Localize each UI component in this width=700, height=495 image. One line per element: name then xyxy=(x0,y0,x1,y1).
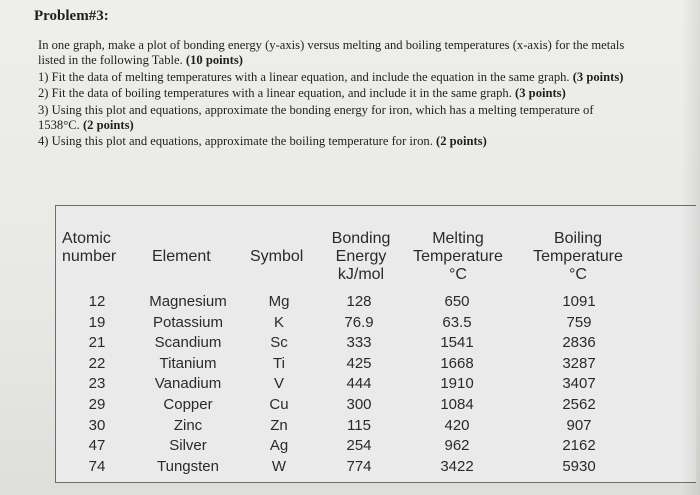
table-cell: 3407 xyxy=(562,375,596,393)
table-cell: 12 xyxy=(88,293,106,310)
table-cell: V xyxy=(273,375,284,393)
header-bonding-line3: kJ/mol xyxy=(337,266,385,283)
table-cell: Magnesium xyxy=(149,293,227,310)
table-cell: Zinc xyxy=(173,416,203,434)
table-cell: 1668 xyxy=(440,354,474,372)
table-cell: 444 xyxy=(346,375,372,393)
table-cell: Titanium xyxy=(159,354,217,372)
table-cell: 1084 xyxy=(440,395,474,413)
table-cell: W xyxy=(271,457,287,475)
table-cell: 128 xyxy=(346,293,372,310)
table-cell: Cu xyxy=(269,395,289,413)
header-boiling-line3: °C xyxy=(569,266,587,283)
table-cell: 962 xyxy=(444,437,470,455)
table-cell: Sc xyxy=(270,334,288,352)
question-1 xyxy=(38,70,638,85)
question-3 xyxy=(38,103,638,134)
table-cell: Scandium xyxy=(154,334,222,352)
problem-title: Problem#3: xyxy=(34,8,109,24)
table-cell: 420 xyxy=(444,416,470,434)
header-atomic-line2: number xyxy=(62,248,117,265)
table-cell: Ti xyxy=(273,354,285,372)
column-atomic-number xyxy=(70,292,124,477)
header-element: Element xyxy=(152,248,211,265)
column-melting-temperature xyxy=(422,292,492,477)
table-cell: Copper xyxy=(163,395,213,413)
column-element xyxy=(134,292,242,477)
metals-table xyxy=(55,205,696,483)
question-3-points: (2 points) xyxy=(82,118,134,133)
table-cell: 300 xyxy=(346,395,372,413)
intro-text: In one graph, make a plot of bonding energy (y-axis) versus melting and boiling temperatures (x-axis) for the metals listed in the following Table. xyxy=(38,38,625,68)
table-cell: 2562 xyxy=(562,395,596,413)
table-cell: 1091 xyxy=(562,293,596,310)
table-cell: 23 xyxy=(88,375,106,393)
table-cell: 759 xyxy=(566,313,592,331)
question-2-text: 2) Fit the data of boiling temperatures with a linear equation, and include it in the same graph. xyxy=(38,86,512,101)
question-1-text: 1) Fit the data of melting temperatures with a linear equation, and include the equation in the same graph. xyxy=(38,69,570,84)
table-cell: 47 xyxy=(88,437,106,455)
header-melting-line1: Melting xyxy=(432,230,484,247)
question-4-text: 4) Using this plot and equations, approximate the boiling temperature for iron. xyxy=(38,134,433,149)
table-cell: 774 xyxy=(346,457,372,475)
header-symbol: Symbol xyxy=(250,248,304,265)
header-atomic-number xyxy=(62,230,116,266)
question-2-points: (3 points) xyxy=(515,86,566,101)
table-cell: 650 xyxy=(444,293,470,310)
table-cell: Silver xyxy=(169,437,207,455)
header-melting-temperature xyxy=(404,230,512,284)
table-cell: 21 xyxy=(88,334,106,352)
table-cell: 3422 xyxy=(440,457,474,475)
question-2 xyxy=(38,86,638,101)
header-bonding-line2: Energy xyxy=(335,248,387,265)
table-cell: 115 xyxy=(347,416,371,434)
table-cell: Potassium xyxy=(152,313,224,331)
header-boiling-temperature xyxy=(524,230,632,284)
table-cell: 2836 xyxy=(562,334,596,352)
header-bonding-line1: Bonding xyxy=(331,230,391,247)
table-cell: 3287 xyxy=(562,354,596,372)
question-3-text: 3) Using this plot and equations, approximate the bonding energy for iron, which has a melting temperature of 1538°C. xyxy=(38,102,594,133)
column-bonding-energy xyxy=(326,292,392,477)
table-cell: 29 xyxy=(88,395,106,413)
table-cell: 30 xyxy=(88,416,106,434)
problem-text xyxy=(38,38,638,150)
table-cell: Ag xyxy=(269,437,289,455)
header-bonding-energy xyxy=(326,230,396,284)
column-symbol xyxy=(254,292,304,477)
table-cell: 254 xyxy=(346,437,372,455)
table-cell: 19 xyxy=(88,313,106,331)
header-atomic-line1: Atomic xyxy=(62,230,111,247)
table-cell: 22 xyxy=(88,354,106,372)
table-cell: Mg xyxy=(268,293,290,310)
intro-points: (10 points) xyxy=(185,53,243,68)
table-cell: 333 xyxy=(346,334,372,352)
question-1-points: (3 points) xyxy=(572,69,624,84)
header-melting-line3: °C xyxy=(449,266,467,283)
table-cell: 2162 xyxy=(562,437,596,455)
header-melting-line2: Temperature xyxy=(413,248,503,265)
table-cell: 63.5 xyxy=(442,313,472,331)
question-4-points: (2 points) xyxy=(436,134,487,149)
page-edge-shadow xyxy=(682,0,700,495)
table-cell: Tungsten xyxy=(157,457,219,475)
table-cell: 74 xyxy=(88,457,106,475)
table-cell: 907 xyxy=(566,416,592,434)
table-cell: K xyxy=(273,313,284,331)
header-boiling-line2: Temperature xyxy=(533,248,623,265)
table-cell: 1910 xyxy=(440,375,474,393)
question-4 xyxy=(38,134,638,149)
table-cell: Vanadium xyxy=(154,375,222,393)
table-cell: 76.9 xyxy=(344,313,374,331)
header-boiling-line1: Boiling xyxy=(553,230,603,247)
table-cell: 425 xyxy=(346,354,372,372)
table-cell: Zn xyxy=(270,416,288,434)
problem-intro xyxy=(38,38,638,69)
column-boiling-temperature xyxy=(544,292,614,477)
table-cell: 5930 xyxy=(562,457,596,475)
table-cell: 1541 xyxy=(440,334,474,352)
